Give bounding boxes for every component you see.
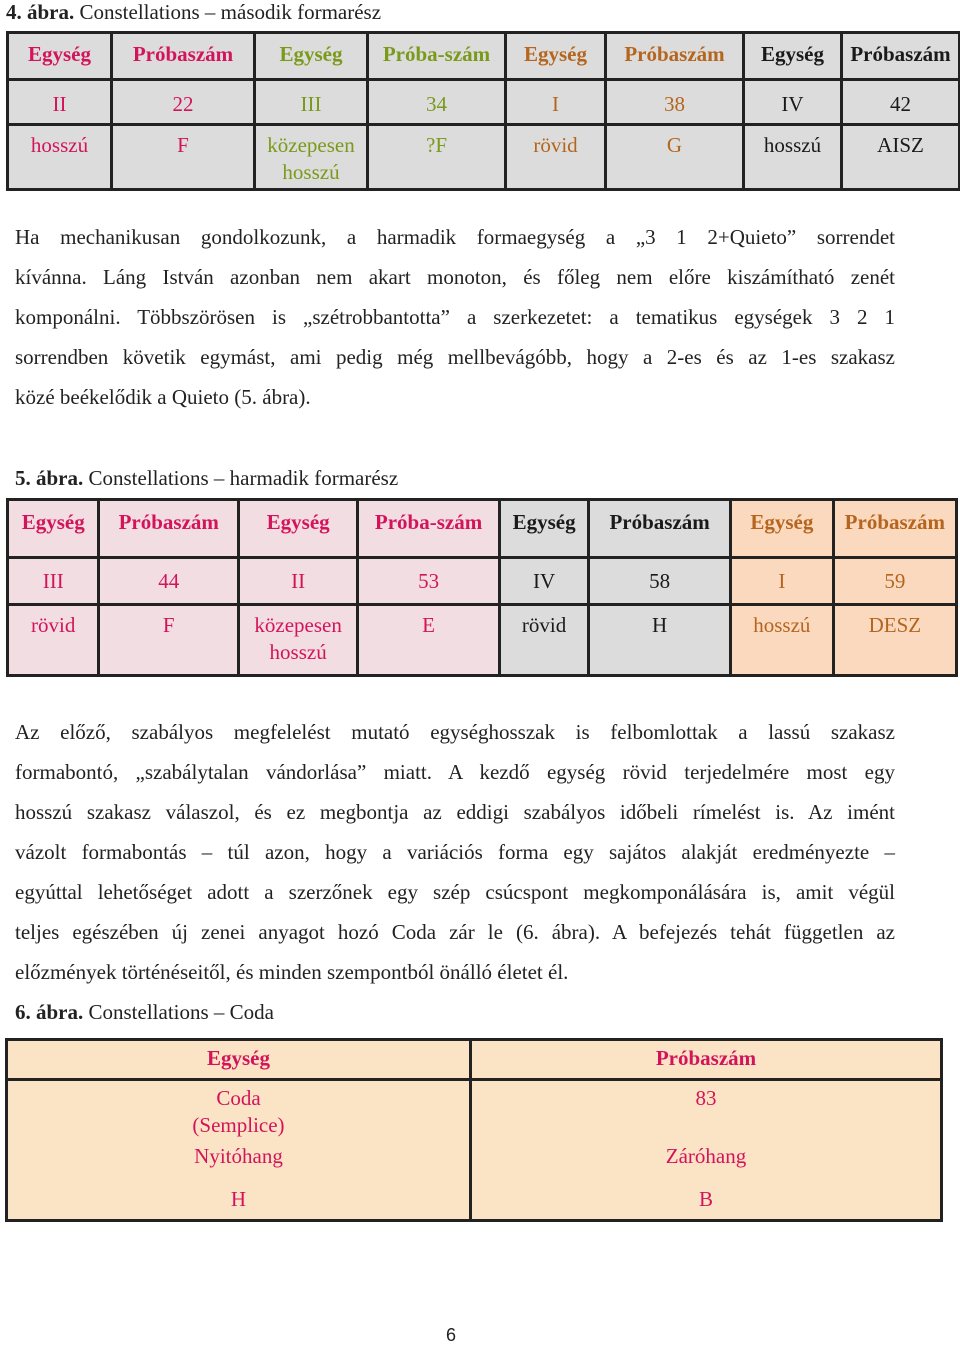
text-line: formabontó, „szabálytalan vándorlása” miatt. A kezdő egység rövid terjedelmére most egy xyxy=(15,760,895,784)
text-line: teljes egészében új zenei anyagot hozó Coda zár le (6. ábra). A befejezés tehát független az xyxy=(15,920,895,944)
text-line: kívánna. Láng István azonban nem akart monoton, és főleg nem előre kiszámítható zenét xyxy=(15,265,895,289)
table-cell: I xyxy=(506,80,606,125)
table-row xyxy=(8,125,960,190)
text-line: előzmények történéseitől, és minden szempontból önálló életet él. xyxy=(15,960,569,984)
table-header-row xyxy=(8,33,960,80)
table-row xyxy=(7,1080,942,1221)
text-line: Ha mechanikusan gondolkozunk, a harmadik formaegység a „3 1 2+Quieto” sorrendet xyxy=(15,225,895,249)
paragraph-2 xyxy=(15,712,895,992)
figure-5-table xyxy=(6,498,958,677)
cell-line: B xyxy=(698,1187,713,1211)
paragraph-1 xyxy=(15,217,895,417)
table-cell: 22 xyxy=(112,80,255,125)
table-cell: közepesen hosszú xyxy=(239,605,358,676)
header-cell: Próbaszám xyxy=(842,33,960,80)
table-cell: hosszú xyxy=(744,125,842,190)
header-cell: Egység xyxy=(744,33,842,80)
table-cell: hosszú xyxy=(730,605,833,676)
table-cell: 59 xyxy=(833,558,956,605)
table-cell: III xyxy=(255,80,368,125)
header-cell: Egység xyxy=(239,500,358,558)
header-cell: Próbaszám xyxy=(99,500,239,558)
header-cell: Próbaszám xyxy=(589,500,731,558)
table-cell: 34 xyxy=(368,80,506,125)
table-cell: 38 xyxy=(606,80,744,125)
table-row xyxy=(8,558,957,605)
table-cell: hosszú xyxy=(8,125,112,190)
figure-4-title: Constellations – második formarész xyxy=(74,0,382,24)
cell-line: Záróhang xyxy=(665,1144,747,1168)
cell-line: H xyxy=(230,1187,247,1211)
cell-line: 83 xyxy=(695,1086,717,1110)
table-cell: 44 xyxy=(99,558,239,605)
table-cell: DESZ xyxy=(833,605,956,676)
header-cell: Próba-szám xyxy=(358,500,500,558)
table-row xyxy=(8,605,957,676)
figure-5-label: 5. ábra. xyxy=(15,466,84,490)
table-cell xyxy=(7,1080,471,1221)
header-cell: Egység xyxy=(506,33,606,80)
table-cell: 42 xyxy=(842,80,960,125)
header-cell: Próba-szám xyxy=(368,33,506,80)
table-header-row xyxy=(8,500,957,558)
header-cell: Egység xyxy=(499,500,588,558)
page-number: 6 xyxy=(446,1325,457,1345)
text-line: hosszú szakasz válaszol, és ez megbontja az eddigi szabályos időbeli rímelést is. Az imént xyxy=(15,800,895,824)
table-cell: rövid xyxy=(8,605,99,676)
table-cell: rövid xyxy=(506,125,606,190)
text-line: egyúttal lehetőséget adott a szerzőnek egy szép csúcspont megkomponálására is, amit végül xyxy=(15,880,895,904)
header-cell: Egység xyxy=(8,500,99,558)
header-cell: Próbaszám xyxy=(833,500,956,558)
table-cell: III xyxy=(8,558,99,605)
table-cell: G xyxy=(606,125,744,190)
table-cell: ?F xyxy=(368,125,506,190)
figure-4-caption xyxy=(6,0,381,24)
table-cell xyxy=(471,1080,942,1221)
table-cell: IV xyxy=(744,80,842,125)
figure-4-table xyxy=(6,31,960,191)
text-line: sorrendben követik egymást, ami pedig még mellbevágóbb, hogy a 2-es és az 1-es szakasz xyxy=(15,345,895,369)
table-cell: F xyxy=(112,125,255,190)
cell-line: Nyitóhang xyxy=(194,1144,283,1168)
table-cell: 53 xyxy=(358,558,500,605)
table-cell: 58 xyxy=(589,558,731,605)
text-line: vázolt formabontás – túl azon, hogy a variációs forma egy sajátos alakját eredményezte – xyxy=(15,840,895,864)
header-cell: Próbaszám xyxy=(606,33,744,80)
table-cell: II xyxy=(239,558,358,605)
header-cell: Próbaszám xyxy=(112,33,255,80)
table-cell: II xyxy=(8,80,112,125)
header-cell: Próbaszám xyxy=(471,1040,942,1080)
table-cell: IV xyxy=(499,558,588,605)
figure-6-title: Constellations – Coda xyxy=(83,1000,274,1024)
table-cell: I xyxy=(730,558,833,605)
table-cell: E xyxy=(358,605,500,676)
table-cell: AISZ xyxy=(842,125,960,190)
figure-6-table xyxy=(5,1038,943,1222)
table-header-row xyxy=(7,1040,942,1080)
figure-6-label: 6. ábra. xyxy=(15,1000,84,1024)
header-cell: Egység xyxy=(730,500,833,558)
text-line: Az előző, szabályos megfelelést mutató egységhosszak is felbomlottak a lassú szakasz xyxy=(15,720,895,744)
figure-5-caption xyxy=(15,466,398,490)
cell-line: (Semplice) xyxy=(192,1113,285,1137)
table-cell: közepesen hosszú xyxy=(255,125,368,190)
table-row xyxy=(8,80,960,125)
text-line: komponálni. Többszörösen is „szétrobbantotta” a szerkezetet: a tematikus egységek 3 2 1 xyxy=(15,305,895,329)
table-cell: H xyxy=(589,605,731,676)
table-cell: rövid xyxy=(499,605,588,676)
figure-6-caption xyxy=(15,1000,274,1024)
header-cell: Egység xyxy=(7,1040,471,1080)
figure-5-title: Constellations – harmadik formarész xyxy=(83,466,399,490)
header-cell: Egység xyxy=(255,33,368,80)
header-cell: Egység xyxy=(8,33,112,80)
cell-line: Coda xyxy=(216,1086,261,1110)
table-cell: F xyxy=(99,605,239,676)
figure-4-label: 4. ábra. xyxy=(6,0,75,24)
text-line: közé beékelődik a Quieto (5. ábra). xyxy=(15,385,311,409)
